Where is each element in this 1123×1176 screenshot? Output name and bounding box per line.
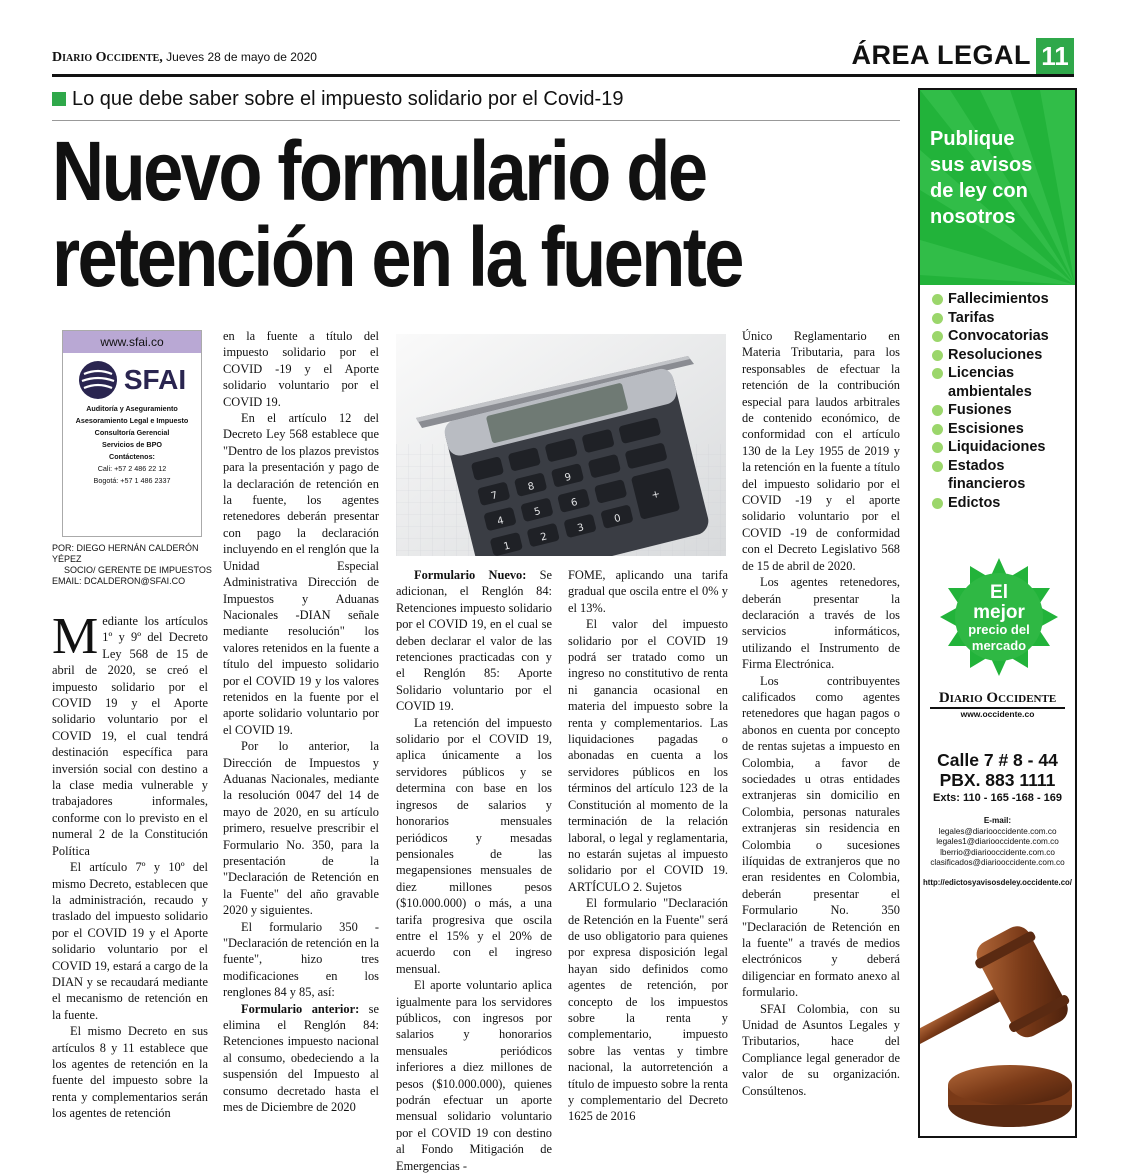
kicker-square-icon [52,92,66,106]
sfai-name: SFAI [123,364,187,395]
sfai-line: Auditoría y Aseguramiento [86,404,178,413]
list-item: Edictos [932,494,1075,513]
headline-line-1: Nuevo formulario de [52,124,706,218]
list-item: Estados financieros [932,457,1075,494]
sfai-ad [62,330,202,537]
newspaper-logo [930,690,1065,719]
list-item: Resoluciones [932,346,1075,365]
contact-block [920,750,1075,806]
gavel-icon [920,900,1075,1136]
page-number: 11 [1036,38,1074,74]
svg-text:7: 7 [489,490,499,503]
paragraph: En el artículo 12 del Decreto Ley 568 establece que "Dentro de los plazos previstos para la presentación y pago de la declaración de retención en la fuente, los agentes retenedores deberán presentar con pago la declaración incluyendo en el renglón que la Unidad Especial Administrativa Dirección de Impuestos y Aduanas Nacionales -DIAN señale mediante resolución" los valores retenidos en la fuente a título del impuesto solidario por el COVID 19 y los valores retenidos en la fuente por el aporte solidario voluntario por el COVID 19. [223,411,379,737]
paragraph: El aporte voluntario aplica igualmente para los servidores públicos, con ingresos por salarios y honorarios mensuales periódicos inferiores a diez millones de pesos ($10.000.000), quienes podrán efectuar un aporte mensual solidario voluntario por el COVID 19 con destino al Fondo Mitigación de Emergencias - [396,978,552,1173]
svg-text:2: 2 [539,531,549,544]
drop-cap: M [52,608,99,665]
list-item: Escisiones [932,420,1075,439]
headline [52,124,792,304]
paragraph: La retención del impuesto solidario por el COVID 19, aplica únicamente a los servidores públicos y se determina con base en los ingresos de salarios y honorarios mensuales periódicos y mesadas pensionales de las megapensiones mensuales de diez millones pesos ($10.000.000) o más, a una tarifa progresiva que oscila entre el 15% y el 20% de acuerdo con el ingreso mensual. [396,715,552,976]
legal-notices-ad [918,88,1077,1138]
article-column-5 [742,328,900,1099]
masthead [52,50,317,66]
paragraph [396,567,552,715]
email[interactable]: legales1@diariooccidente.com.co [936,837,1059,846]
paragraph: El valor del impuesto solidario por el COVID 19 podrá ser tratado como un ingreso no constitutivo de renta ni ganancia ocasional en materia del impuesto sobre la renta y complementarios. Las liquidaciones pagadas o abonadas en cuenta a los servidores públicos en los términos del artículo 123 de la Constitución al momento de la terminación de la relación laboral, o legal y reglamentaria, no estarán sujetas al impuesto solidario por el COVID 19. ARTÍCULO 2. Sujetos [568,617,728,894]
list-item: Convocatorias [932,327,1075,346]
kicker-rule [52,120,900,121]
email[interactable]: legales@diariooccidente.com.co [938,826,1057,836]
paragraph-text: ediante los artículos 1º y 9º del Decreto Ley 568 de 15 de abril de 2020, se creó el impuesto solidario por el COVID 19 y el Aporte solidario voluntario por el COVID 19, el cual tendrá destinación específica para inversión social con destino a la clase media vulnerable y trabajadores informales, conforme con lo previsto en el numeral 2 de la Constitución Política [52,614,208,858]
paragraph: en la fuente a título del impuesto solidario por el COVID -19 y el Aporte solidario voluntario por el COVID 19. [223,329,379,409]
sfai-globe-icon [78,360,118,400]
services-list [932,290,1075,512]
svg-text:3: 3 [576,522,586,535]
subhead: Formulario anterior: [241,1001,360,1016]
sfai-line: Consultoría Gerencial [94,428,170,437]
paragraph: FOME, aplicando una tarifa gradual que oscila entre el 0% y el 13%. [568,568,728,615]
sfai-logo [63,357,201,403]
sfai-line: Cali: +57 2 486 22 12 [97,464,167,473]
paragraph-text: se elimina el Renglón 84: Retenciones impuesto nacional al consumo, obedeciendo a la suspensión del Impuesto al consumo decretado hasta el mes de Diciembre de 2020 [223,1001,379,1115]
newspaper-name: Diario Occidente, [52,50,163,65]
list-item: Licencias ambientales [932,364,1075,401]
list-item: Fallecimientos [932,290,1075,309]
svg-text:8: 8 [526,480,536,494]
svg-text:0: 0 [613,512,622,526]
svg-text:5: 5 [533,506,542,519]
paragraph: Los contribuyentes calificados como agentes retenedores que hagan pagos o abonos en cuenta por concepto de rentas sujetas a impuesto en Colombia, a favor de sociedades u otras entidades extranjeras sin domicilio en Colombia, personas naturales extranjeras sin residencia en Colombia o sucesiones ilíquidas de extranjeros que no eran residentes en Colombia, deberán presentar el Formulario No. 350 "Declaración de Retención en la fuente" a través de medios electrónicos y deberá diligenciar en formato anexo al formulario. [742,673,900,1000]
burst-line: mercado [971,638,1027,653]
article-column-1 [52,608,208,1122]
sfai-line: Servicios de BPO [102,440,162,449]
byline-email: EMAIL: DCALDERON@SFAI.CO [52,576,186,586]
paragraph: El formulario 350 - "Declaración de retención en la fuente", hizo tres modificaciones en los renglones 84 y 85, así: [223,919,379,1000]
paragraph: Único Reglamentario en Materia Tributaria, para los responsables de efectuar la retención de la contribución especial para laudos arbitrales de contenido económico, de conformidad con el artículo 130 de la Ley 1955 de 2019 y la retención en la fuente a título del impuesto solidario por el COVID -19 y el aporte solidario voluntario por el COVID -19 de conformidad con el Decreto Legislativo 568 de 15 de abril de 2020. [742,329,900,573]
subhead: Formulario Nuevo: [414,568,527,582]
svg-text:4: 4 [496,515,506,528]
extensions: Exts: 110 - 165 -168 - 169 [932,792,1063,804]
email-label: E-mail: [983,816,1012,825]
phone: PBX. 883 1111 [939,770,1056,790]
calculator-photo [396,334,726,556]
list-item: Tarifas [932,309,1075,328]
burst-line: precio del [968,622,1030,637]
price-starburst [940,558,1058,676]
kicker-text: Lo que debe saber sobre el impuesto solidario por el Covid-19 [72,88,624,110]
ad-headline-line: Publique [930,128,1015,150]
paragraph: SFAI Colombia, con su Unidad de Asuntos Legales y Tributarios, hace del Compliance legal generador de valor de su organización. Consúltenos. [742,1001,900,1098]
burst-line: El [990,582,1008,603]
byline [52,543,212,587]
ad-banner [920,90,1075,285]
sfai-line: Asesoramiento Legal e Impuesto [75,416,189,425]
email-list [920,816,1075,869]
kicker [52,88,623,111]
ad-headline-line: de ley con [930,180,1028,202]
headline-line-2: retención en la fuente [52,210,742,304]
svg-text:1: 1 [502,540,512,553]
web-link[interactable]: http://edictosyavisosdeley.occidente.co/ [923,878,1072,887]
sfai-line: Bogotá: +57 1 486 2337 [93,476,171,485]
paragraph [52,608,208,859]
sfai-url: www.sfai.co [63,331,201,353]
ad-headline [930,126,1032,230]
paragraph: El mismo Decreto en sus artículos 8 y 11 establece que los agentes de retención en la fuente del impuesto sobre la renta y complementarios serán los agentes de retención [52,1024,208,1121]
header-rule [52,74,1074,77]
paragraph: El artículo 7º y 10º del mismo Decreto, establecen que la administración, recaudo y traslado del impuesto solidario por el COVID 19 y el Aporte solidario voluntario por el COVID 19, estará a cargo de la DIAN y se recaudará mediante el mecanismo de retención en la fuente. [52,860,208,1022]
ad-headline-line: nosotros [930,206,1016,228]
section-title: ÁREA LEGAL [851,40,1031,70]
svg-text:6: 6 [569,496,579,510]
email[interactable]: lberrio@diariooccidente.com.co [940,847,1055,857]
sfai-services [63,403,201,487]
paragraph: Por lo anterior, la Dirección de Impuestos y Aduanas Nacionales, mediante la resolución 0047 del 14 de mayo de 2020, en su artículo primero, resuelve prescribir el Formulario No. 350, para la presentación de la "Declaración de Retención en la Fuente" del año gravable 2020 y siguientes. [223,739,379,918]
list-item: Fusiones [932,401,1075,420]
svg-text:+: + [650,488,662,502]
article-column-4 [568,567,728,1125]
sfai-line: Contáctenos: [109,452,155,461]
byline-author: POR: DIEGO HERNÁN CALDERÓN YÉPEZ [52,543,199,564]
svg-text:9: 9 [563,471,573,484]
paragraph: Los agentes retenedores, deberán presentar la declaración a través de los servicios informáticos, utilizando el Instrumento de Firma Electrónica. [742,575,900,672]
logo-name: Diario Occidente [930,690,1065,709]
paragraph [223,1001,379,1116]
paragraph-text: Se adicionan, el Renglón 84: Retenciones impuesto solidario por el COVID 19, en el cual se deben declarar el valor de las retenciones practicadas con y el Renglón 85: Aporte Solidario voluntario por el COVID 19. [396,568,552,714]
paragraph: El formulario "Declaración de Retención en la Fuente" será de uso obligatorio para quienes por expresa disposición legal hayan sido definidos como agentes de retención, por concepto de los impuestos sobre la renta y complementario, impuesto sobre las ventas y timbre nacional, la autorretención a título de impuesto sobre la renta y complementario del Decreto 1625 de 2016 [568,896,728,1124]
article-column-2 [223,328,379,1116]
article-column-3 [396,567,552,1174]
list-item: Liquidaciones [932,438,1075,457]
issue-date: Jueves 28 de mayo de 2020 [166,50,317,64]
burst-line: mejor [973,602,1025,623]
byline-role: SOCIO/ GERENTE DE IMPUESTOS [64,565,212,575]
logo-web: www.occidente.co [960,709,1035,719]
email[interactable]: clasificados@diariooccidente.com.co [930,858,1065,867]
address: Calle 7 # 8 - 44 [937,750,1058,770]
ad-headline-line: sus avisos [930,154,1033,176]
